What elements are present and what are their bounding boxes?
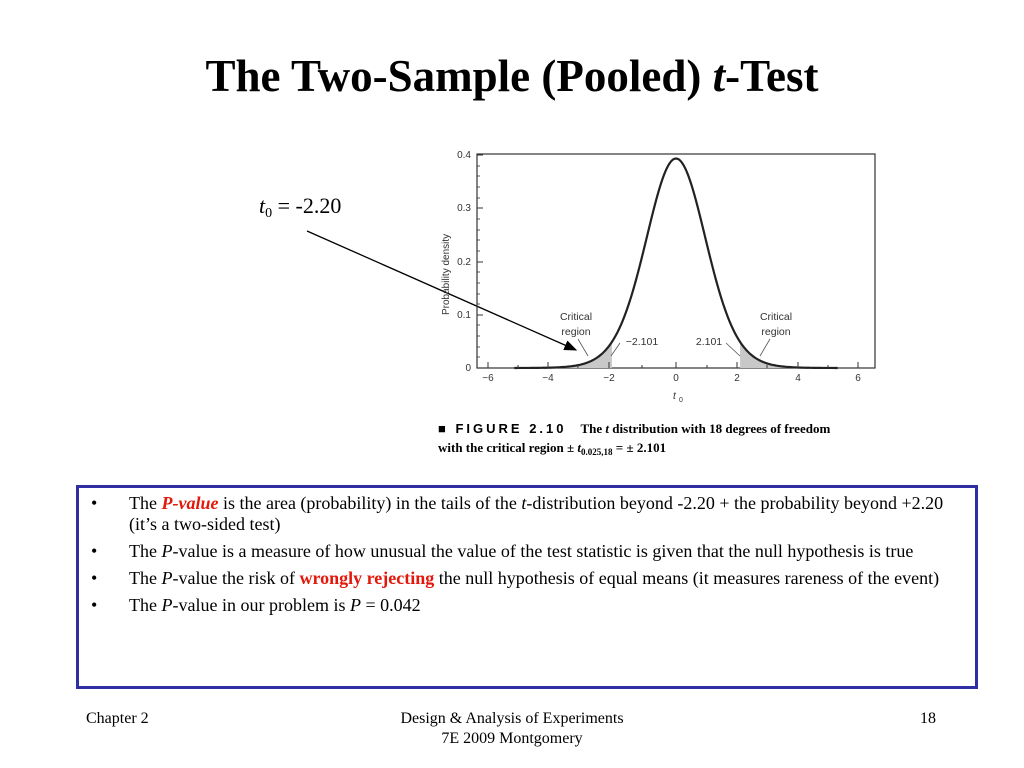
- t0-subscript: 0: [265, 206, 273, 221]
- wrongly-rejecting-emphasis: wrongly rejecting: [299, 568, 435, 588]
- title-text: The Two-Sample (Pooled): [205, 51, 713, 101]
- bullet-box: [76, 485, 978, 689]
- region-labels: [560, 311, 792, 348]
- title-suffix: -Test: [725, 51, 819, 101]
- footer-book: [312, 709, 712, 749]
- y-tick-label: 0.1: [457, 310, 471, 321]
- bullet-item: [89, 541, 961, 562]
- bullet-text: -value in our problem is: [172, 595, 350, 615]
- bullet-list: [89, 493, 961, 616]
- x-tick-label: 6: [855, 373, 861, 384]
- caption-italic-t: t: [577, 440, 582, 455]
- caption-text: The: [580, 421, 606, 436]
- bullet-marker: •: [91, 595, 98, 615]
- t-distribution-figure: [430, 140, 910, 410]
- left-region-label: Critical: [559, 311, 593, 323]
- bullet-text: The: [129, 541, 162, 561]
- caption-text: = ± 2.101: [612, 440, 667, 455]
- plot-frame: [477, 154, 875, 368]
- caption-text: with the critical region ±: [438, 440, 578, 455]
- x-axis-label: [673, 391, 683, 404]
- x-tick-label: 2: [734, 373, 740, 384]
- bullet-text: The: [129, 493, 162, 513]
- p-value-emphasis: P-value: [161, 493, 219, 513]
- bullet-item: [89, 595, 961, 616]
- caption-italic-t: t: [605, 421, 610, 436]
- bullet-text: is the area (probability) in the tails of the: [218, 493, 522, 513]
- bullet-text: -value is a measure of how unusual the value of the test statistic is given that the null hypothesis is true: [172, 541, 914, 561]
- left-critical-region-shade: [514, 342, 612, 368]
- bullet-text: -value the risk of: [172, 568, 300, 588]
- x-tick-label: 4: [795, 373, 801, 384]
- footer-book-edition: 7E 2009 Montgomery: [441, 730, 583, 747]
- bullet-text: -distribution beyond -2.20 + the probability beyond +2.20 (it’s a two-sided test): [129, 493, 944, 534]
- y-tick-label: 0.2: [457, 257, 471, 268]
- slide-number: 18: [920, 710, 936, 727]
- left-region-label: region: [561, 326, 591, 338]
- t0-symbol: t: [259, 193, 266, 218]
- bullet-text: The: [129, 595, 162, 615]
- t0-value: = -2.20: [272, 193, 342, 218]
- footer-chapter: Chapter 2: [86, 710, 149, 727]
- x-tick-label: −2: [603, 373, 615, 384]
- x-axis: [482, 362, 861, 384]
- y-axis-label: Probability density: [441, 233, 452, 315]
- title-italic-t: t: [712, 51, 726, 101]
- bullet-marker: •: [91, 541, 98, 561]
- x-tick-label: 0: [673, 373, 679, 384]
- y-tick-label: 0.3: [457, 203, 471, 214]
- right-critical-value-label: 2.101: [695, 336, 723, 348]
- figure-number: ■ FIGURE 2.10: [438, 421, 567, 436]
- right-critical-region-shade: [740, 342, 838, 368]
- caption-subscript: 0.025,18: [581, 447, 613, 457]
- x-label-symbol: t: [673, 391, 676, 402]
- x-tick-label: −6: [482, 373, 494, 384]
- bullet-text: = 0.042: [360, 595, 421, 615]
- bullet-marker: •: [91, 568, 98, 588]
- y-tick-label: 0.4: [457, 150, 471, 161]
- caption-text: distribution with 18 degrees of freedom: [609, 421, 831, 436]
- bullet-text: the null hypothesis of equal means (it measures rareness of the event): [434, 568, 940, 588]
- bullet-italic: t: [521, 493, 527, 513]
- footer-book-title: Design & Analysis of Experiments: [400, 710, 624, 727]
- right-region-label: region: [761, 326, 791, 338]
- figure-caption: [438, 419, 918, 462]
- bullet-item: [89, 493, 961, 535]
- bullet-italic: P: [349, 595, 361, 615]
- right-region-label: Critical: [759, 311, 793, 323]
- bullet-italic: P: [161, 568, 173, 588]
- bullet-marker: •: [91, 493, 98, 513]
- x-label-subscript: 0: [679, 397, 683, 404]
- bullet-text: The: [129, 568, 162, 588]
- bullet-italic: P: [161, 595, 173, 615]
- y-tick-label: 0: [465, 363, 471, 374]
- bullet-italic: P: [161, 541, 173, 561]
- x-tick-label: −4: [542, 373, 554, 384]
- left-critical-value-label: −2.101: [625, 336, 659, 348]
- bullet-item: [89, 568, 961, 589]
- y-axis: [457, 150, 483, 374]
